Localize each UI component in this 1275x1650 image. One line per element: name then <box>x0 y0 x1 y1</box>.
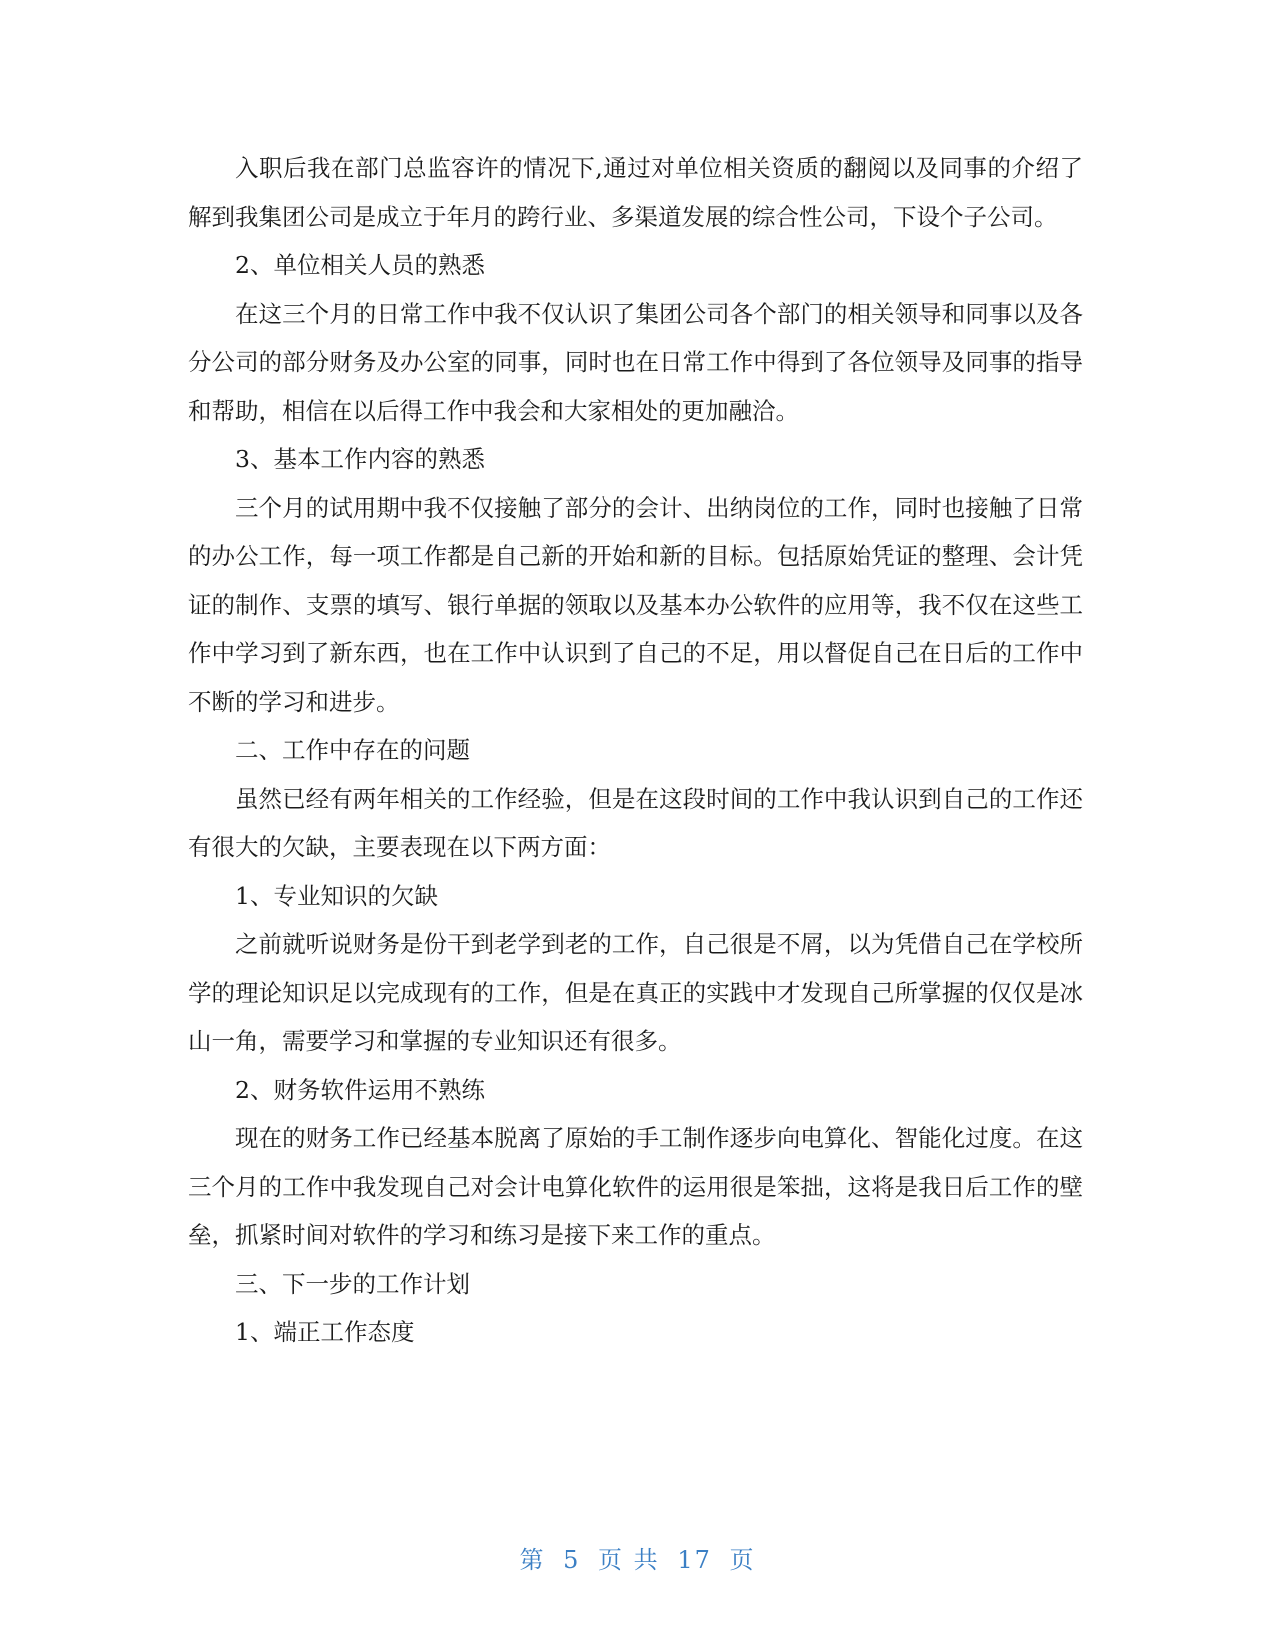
section-heading-work-content: 3、基本工作内容的熟悉 <box>235 445 485 473</box>
footer-current-page: 5 <box>563 1546 581 1574</box>
footer-prefix: 第 <box>519 1546 546 1574</box>
page-number-footer <box>0 1540 1275 1575</box>
footer-total-pages: 17 <box>677 1546 712 1574</box>
section-heading-problems: 二、工作中存在的问题 <box>235 736 470 764</box>
paragraph-work-content: 三个月的试用期中我不仅接触了部分的会计、出纳岗位的工作，同时也接触了日常的办公工作，每一项工作都是自己新的开始和新的目标。包括原始凭证的整理、会计凭证的制作、支票的填写、银行单据的领取以及基本办公软件的应用等，我不仅在这些工作中学习到了新东西，也在工作中认识到了自己的不足，用以督促自己在日后的工作中不断的学习和进步。 <box>188 493 1083 716</box>
paragraph-software: 现在的财务工作已经基本脱离了原始的手工制作逐步向电算化、智能化过度。在这三个月的工作中我发现自己对会计电算化软件的运用很是笨拙，这将是我日后工作的壁垒，抓紧时间对软件的学习和练习是接下来工作的重点。 <box>188 1124 1083 1249</box>
section-heading-software: 2、财务软件运用不熟练 <box>235 1075 485 1104</box>
section-heading-attitude: 1、端正工作态度 <box>235 1318 415 1346</box>
paragraph-knowledge: 之前就听说财务是份干到老学到老的工作，自己很是不屑，以为凭借自己在学校所学的理论知识足以完成现有的工作，但是在真正的实践中才发现自己所掌握的仅仅是冰山一角，需要学习和掌握的专业知识还有很多。 <box>188 930 1083 1055</box>
paragraph-problems: 虽然已经有两年相关的工作经验，但是在这段时间的工作中我认识到自己的工作还有很大的欠缺，主要表现在以下两方面： <box>188 784 1083 861</box>
section-heading-plan: 三、下一步的工作计划 <box>235 1269 470 1298</box>
section-heading-knowledge: 1、专业知识的欠缺 <box>235 881 438 910</box>
section-heading-staff: 2、单位相关人员的熟悉 <box>235 251 485 279</box>
footer-suffix: 页 <box>729 1546 756 1574</box>
document-body <box>188 144 1083 1357</box>
paragraph-company-intro: 入职后我在部门总监容许的情况下,通过对单位相关资质的翻阅以及同事的介绍了解到我集团公司是成立于年月的跨行业、多渠道发展的综合性公司，下设个子公司。 <box>188 154 1083 231</box>
footer-middle: 页 共 <box>598 1546 660 1574</box>
paragraph-staff: 在这三个月的日常工作中我不仅认识了集团公司各个部门的相关领导和同事以及各分公司的部分财务及办公室的同事，同时也在日常工作中得到了各位领导及同事的指导和帮助，相信在以后得工作中我会和大家相处的更加融洽。 <box>188 299 1083 425</box>
